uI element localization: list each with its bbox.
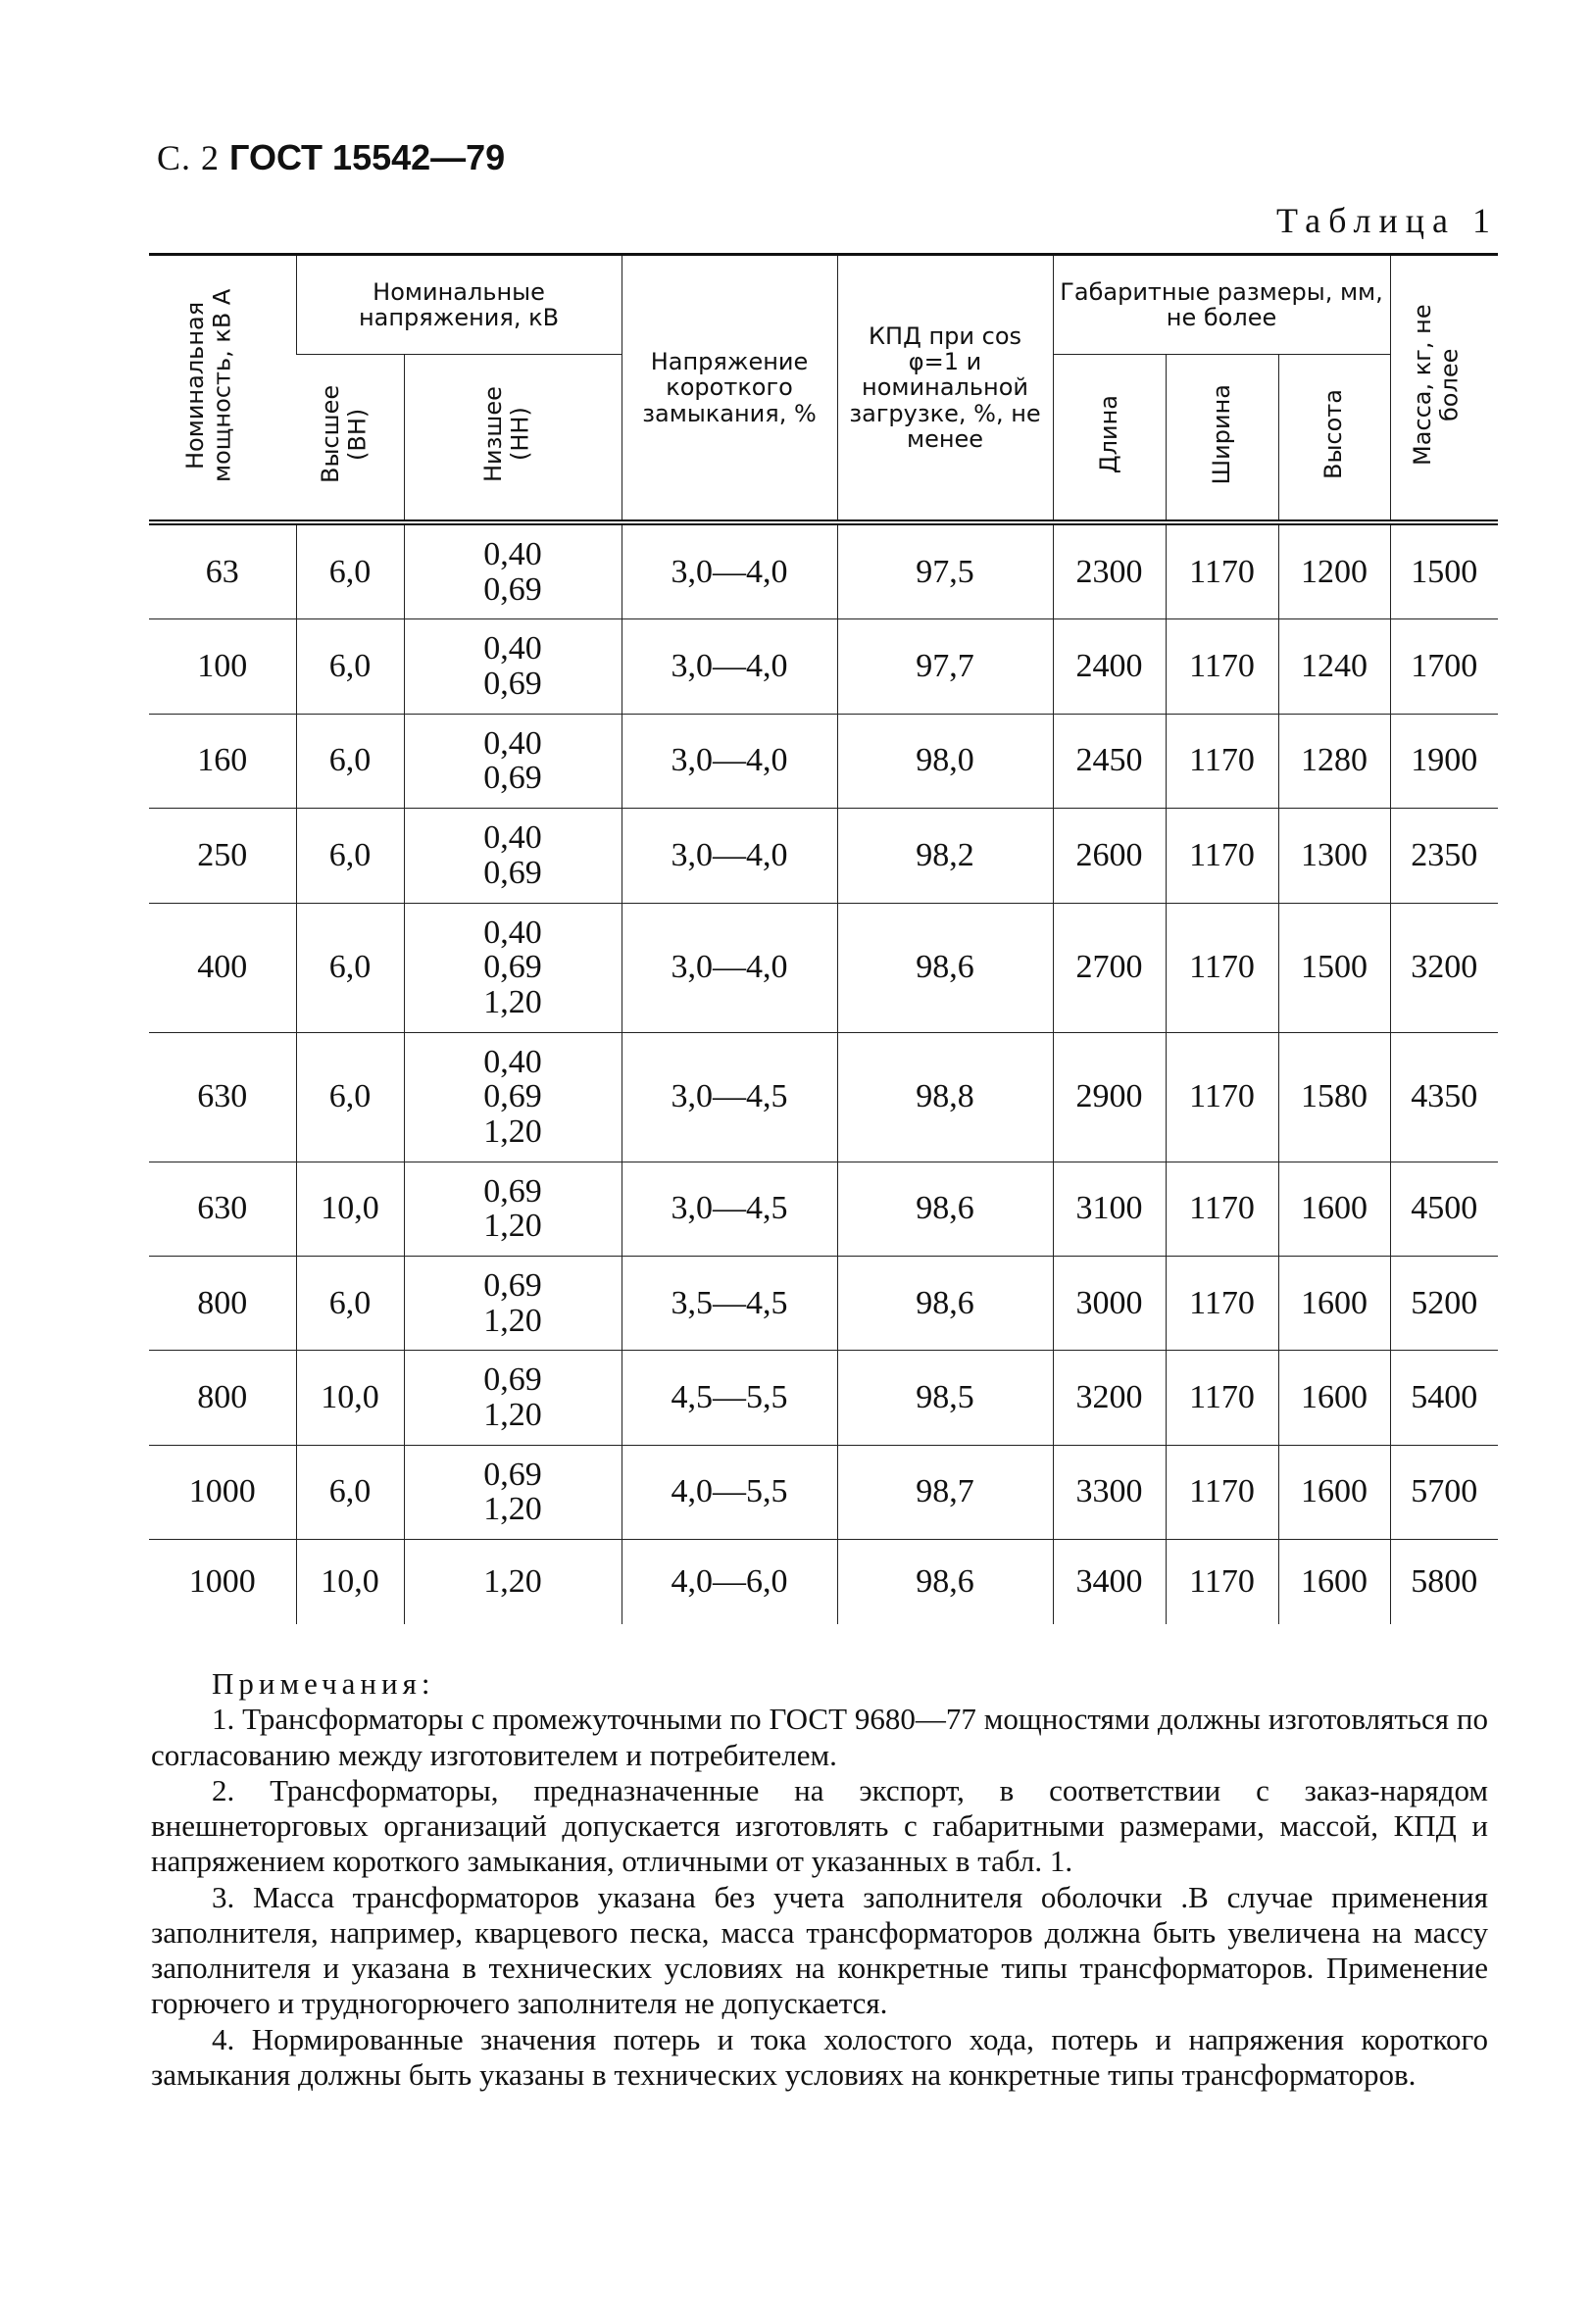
cell-mass: 5800 — [1390, 1540, 1498, 1624]
cell-power: 800 — [149, 1257, 296, 1351]
table-row — [149, 1445, 1498, 1539]
header-short-circuit: Напряжение короткого замыкания, % — [622, 255, 837, 523]
cell-length: 3400 — [1053, 1540, 1166, 1624]
page-header — [157, 137, 505, 178]
table-caption: Таблица 1 — [1276, 201, 1498, 240]
header-height-label: Высота — [1319, 389, 1348, 480]
cell-height: 1600 — [1278, 1162, 1390, 1256]
cell-mass: 5700 — [1390, 1445, 1498, 1539]
cell-width: 1170 — [1166, 1540, 1278, 1624]
cell-height: 1200 — [1278, 522, 1390, 619]
cell-height: 1600 — [1278, 1445, 1390, 1539]
header-power — [149, 255, 296, 523]
header-mass — [1390, 255, 1498, 523]
document-code: ГОСТ 15542—79 — [229, 137, 506, 177]
cell-hv: 10,0 — [296, 1162, 404, 1256]
table-row — [149, 1162, 1498, 1256]
cell-length: 2450 — [1053, 714, 1166, 808]
table-row — [149, 1351, 1498, 1445]
cell-length: 2300 — [1053, 522, 1166, 619]
table-row — [149, 1257, 1498, 1351]
header-efficiency: КПД при cos φ=1 и номинальной загрузке, %, не менее — [837, 255, 1053, 523]
cell-lv: 0,40 0,69 — [404, 522, 622, 619]
table-row — [149, 1032, 1498, 1162]
table-row — [149, 903, 1498, 1032]
cell-short-circuit: 3,0—4,0 — [622, 903, 837, 1032]
cell-length: 3300 — [1053, 1445, 1166, 1539]
note-item: 2. Трансформаторы, предназначенные на экспорт, в соответствии с заказ-нарядом внешнеторговых организаций допускается изготовлять с габаритными размерами, массой, КПД и напряжением короткого замыкания, отличными от указанных в табл. 1. — [151, 1772, 1488, 1879]
cell-hv: 6,0 — [296, 1445, 404, 1539]
cell-height: 1500 — [1278, 903, 1390, 1032]
header-length — [1053, 355, 1166, 523]
cell-lv: 0,40 0,69 1,20 — [404, 903, 622, 1032]
cell-efficiency: 98,6 — [837, 1257, 1053, 1351]
cell-power: 1000 — [188, 1562, 256, 1600]
header-lv-label: Низшее (НН) — [479, 386, 534, 483]
cell-hv: 6,0 — [296, 903, 404, 1032]
cell-mass: 3200 — [1390, 903, 1498, 1032]
cell-length: 3100 — [1053, 1162, 1166, 1256]
table-row — [149, 619, 1498, 714]
cell-mass: 4500 — [1390, 1162, 1498, 1256]
cell-hv: 6,0 — [296, 1032, 404, 1162]
cell-efficiency: 98,6 — [837, 1540, 1053, 1624]
cell-short-circuit: 4,0—5,5 — [622, 1445, 837, 1539]
cell-width: 1170 — [1166, 1162, 1278, 1256]
cell-power: 160 — [149, 714, 296, 808]
header-width — [1166, 355, 1278, 523]
cell-efficiency: 98,7 — [837, 1445, 1053, 1539]
cell-mass: 5400 — [1390, 1351, 1498, 1445]
notes-title: Примечания: — [212, 1666, 435, 1701]
cell-length: 3000 — [1053, 1257, 1166, 1351]
cell-width: 1170 — [1166, 1257, 1278, 1351]
cell-length: 2700 — [1053, 903, 1166, 1032]
cell-short-circuit: 3,0—4,5 — [622, 1032, 837, 1162]
table-row — [149, 522, 1498, 619]
cell-lv: 0,40 0,69 — [404, 619, 622, 714]
page-label: С. 2 — [157, 138, 221, 177]
table-row — [149, 809, 1498, 903]
header-dimensions-group: Габаритные размеры, мм, не более — [1053, 255, 1390, 355]
cell-efficiency: 98,8 — [837, 1032, 1053, 1162]
cell-hv: 6,0 — [296, 619, 404, 714]
table-header — [149, 255, 1498, 523]
cell-short-circuit: 3,5—4,5 — [622, 1257, 837, 1351]
cell-hv: 10,0 — [296, 1540, 404, 1624]
cell-mass: 1700 — [1390, 619, 1498, 714]
table-row — [149, 1540, 1498, 1624]
cell-lv: 0,69 1,20 — [404, 1351, 622, 1445]
cell-hv: 6,0 — [296, 809, 404, 903]
cell-short-circuit: 3,0—4,5 — [622, 1162, 837, 1256]
cell-short-circuit: 3,0—4,0 — [622, 619, 837, 714]
cell-power: 63 — [149, 522, 296, 619]
header-voltages-group: Номинальные напряжения, кВ — [296, 255, 622, 355]
cell-efficiency: 98,6 — [837, 1162, 1053, 1256]
cell-short-circuit: 4,0—6,0 — [622, 1540, 837, 1624]
cell-power: 630 — [149, 1032, 296, 1162]
note-item: 4. Нормированные значения потерь и тока холостого хода, потерь и напряжения короткого замыкания должны быть указаны в технических условиях на конкретные типы трансформаторов. — [151, 2021, 1488, 2092]
cell-width: 1170 — [1166, 522, 1278, 619]
cell-height: 1600 — [1278, 1257, 1390, 1351]
note-item: 3. Масса трансформаторов указана без учета заполнителя оболочки .В случае применения заполнителя, например, кварцевого песка, масса трансформаторов должна быть увеличена на массу заполнителя и указана в технических условиях на конкретные типы трансформаторов. Применение горючего и трудногорючего заполнителя не допускается. — [151, 1879, 1488, 2021]
cell-lv: 0,40 0,69 — [404, 809, 622, 903]
cell-length: 2900 — [1053, 1032, 1166, 1162]
cell-height: 1280 — [1278, 714, 1390, 808]
header-hv — [296, 355, 404, 523]
cell-efficiency: 98,6 — [837, 903, 1053, 1032]
cell-width: 1170 — [1166, 809, 1278, 903]
cell-width: 1170 — [1166, 903, 1278, 1032]
header-lv — [404, 355, 622, 523]
cell-length: 2400 — [1053, 619, 1166, 714]
cell-efficiency: 98,5 — [837, 1351, 1053, 1445]
cell-hv: 6,0 — [296, 522, 404, 619]
cell-mass: 1500 — [1390, 522, 1498, 619]
cell-width: 1170 — [1166, 1351, 1278, 1445]
cell-efficiency: 98,2 — [837, 809, 1053, 903]
table-row — [149, 714, 1498, 808]
cell-height: 1240 — [1278, 619, 1390, 714]
cell-short-circuit: 4,5—5,5 — [622, 1351, 837, 1445]
cell-short-circuit: 3,0—4,0 — [622, 522, 837, 619]
cell-height: 1600 — [1278, 1351, 1390, 1445]
cell-hv: 6,0 — [296, 714, 404, 808]
cell-width: 1170 — [1166, 1032, 1278, 1162]
cell-short-circuit: 3,0—4,0 — [622, 714, 837, 808]
cell-width: 1170 — [1166, 714, 1278, 808]
cell-width: 1170 — [1166, 1445, 1278, 1539]
cell-short-circuit: 3,0—4,0 — [622, 809, 837, 903]
cell-power: 400 — [149, 903, 296, 1032]
header-power-label: Номинальная мощность, кВ А — [180, 288, 236, 482]
cell-power: 250 — [149, 809, 296, 903]
table-body — [149, 522, 1498, 1624]
header-height — [1278, 355, 1390, 523]
cell-efficiency: 98,0 — [837, 714, 1053, 808]
header-hv-label: Высшее (ВН) — [316, 385, 372, 484]
cell-lv: 0,69 1,20 — [404, 1445, 622, 1539]
cell-length: 3200 — [1053, 1351, 1166, 1445]
header-length-label: Длина — [1094, 395, 1122, 474]
cell-hv: 6,0 — [296, 1257, 404, 1351]
transformer-specs-table — [149, 253, 1498, 1624]
cell-hv: 10,0 — [296, 1351, 404, 1445]
cell-lv: 1,20 — [404, 1540, 622, 1624]
cell-efficiency: 97,7 — [837, 619, 1053, 714]
header-mass-label: Масса, кг, не более — [1409, 304, 1464, 467]
cell-height: 1600 — [1278, 1540, 1390, 1624]
cell-efficiency: 97,5 — [837, 522, 1053, 619]
cell-length: 2600 — [1053, 809, 1166, 903]
cell-lv: 0,40 0,69 1,20 — [404, 1032, 622, 1162]
cell-mass: 4350 — [1390, 1032, 1498, 1162]
cell-height: 1300 — [1278, 809, 1390, 903]
cell-width: 1170 — [1166, 619, 1278, 714]
cell-power: 1000 — [149, 1445, 296, 1539]
cell-mass: 1900 — [1390, 714, 1498, 808]
cell-power: 630 — [149, 1162, 296, 1256]
note-item: 1. Трансформаторы с промежуточными по ГОСТ 9680—77 мощностями должны изготовляться по согласованию между изготовителем и потребителем. — [151, 1702, 1488, 1772]
transformer-table-container — [149, 253, 1498, 1624]
cell-mass: 2350 — [1390, 809, 1498, 903]
cell-power: 800 — [149, 1351, 296, 1445]
header-width-label: Ширина — [1207, 384, 1235, 485]
cell-lv: 0,40 0,69 — [404, 714, 622, 808]
cell-lv: 0,69 1,20 — [404, 1257, 622, 1351]
notes-section — [151, 1666, 1488, 2093]
cell-power: 100 — [149, 619, 296, 714]
cell-height: 1580 — [1278, 1032, 1390, 1162]
cell-lv: 0,69 1,20 — [404, 1162, 622, 1256]
cell-mass: 5200 — [1390, 1257, 1498, 1351]
